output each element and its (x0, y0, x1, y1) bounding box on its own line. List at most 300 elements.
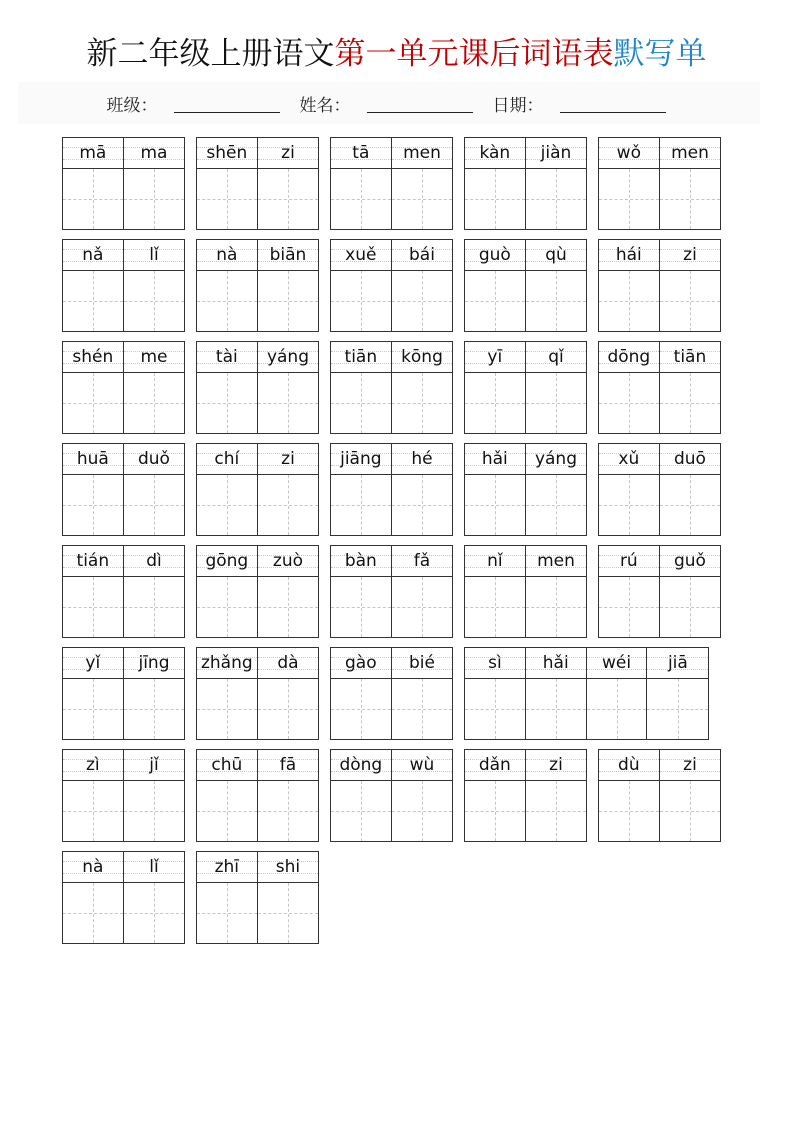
pinyin-text: nǎ (82, 245, 104, 265)
writing-box[interactable] (392, 373, 453, 433)
pinyin-text: ma (140, 143, 168, 163)
char-cell (587, 648, 648, 739)
pinyin-text: mā (79, 143, 107, 163)
char-cell (526, 240, 587, 331)
writing-box[interactable] (258, 781, 319, 841)
writing-box[interactable] (258, 679, 319, 739)
pinyin-label (63, 444, 123, 475)
pinyin-label (124, 648, 185, 679)
char-cell (526, 342, 587, 433)
char-cell (63, 342, 124, 433)
pinyin-text: bàn (344, 551, 377, 571)
char-cell (660, 444, 721, 535)
pinyin-text: qù (545, 245, 567, 265)
pinyin-text: yī (487, 347, 503, 367)
char-cell (124, 342, 185, 433)
pinyin-text: zì (86, 755, 100, 775)
char-cell (526, 750, 587, 841)
pinyin-text: hǎi (542, 653, 569, 673)
pinyin-label (526, 138, 587, 169)
word-box (598, 545, 721, 638)
word-box (196, 749, 319, 842)
word-box (62, 545, 185, 638)
writing-box[interactable] (526, 781, 587, 841)
pinyin-label (197, 342, 257, 373)
word-box (464, 647, 709, 740)
pinyin-label (258, 852, 319, 883)
char-cell (258, 750, 319, 841)
title-part-grade: 新二年级上册语文 (86, 36, 335, 72)
writing-box[interactable] (197, 169, 257, 229)
char-cell (647, 648, 708, 739)
pinyin-label (465, 444, 525, 475)
char-cell (392, 546, 453, 637)
char-cell (526, 444, 587, 535)
pinyin-label (599, 750, 659, 781)
pinyin-label (465, 240, 525, 271)
pinyin-text: shēn (206, 143, 248, 163)
writing-box[interactable] (258, 169, 319, 229)
writing-box[interactable] (392, 577, 453, 637)
writing-box[interactable] (258, 271, 319, 331)
pinyin-label (392, 546, 453, 577)
writing-box[interactable] (660, 169, 721, 229)
char-cell (197, 750, 258, 841)
pinyin-label (63, 342, 123, 373)
writing-box[interactable] (660, 475, 721, 535)
pinyin-label (392, 444, 453, 475)
char-cell (197, 648, 258, 739)
pinyin-label (526, 444, 587, 475)
writing-box[interactable] (124, 271, 185, 331)
writing-box[interactable] (526, 169, 587, 229)
pinyin-text: dà (277, 653, 299, 673)
writing-box[interactable] (124, 475, 185, 535)
writing-box[interactable] (331, 373, 391, 433)
pinyin-text: huā (76, 449, 109, 469)
pinyin-label (599, 444, 659, 475)
writing-box[interactable] (465, 577, 525, 637)
pinyin-label (465, 546, 525, 577)
char-cell (258, 444, 319, 535)
writing-box[interactable] (331, 169, 391, 229)
writing-box[interactable] (63, 169, 123, 229)
word-box (464, 545, 587, 638)
pinyin-label (197, 138, 257, 169)
char-cell (599, 342, 660, 433)
pinyin-label (660, 444, 721, 475)
writing-box[interactable] (392, 475, 453, 535)
writing-box[interactable] (197, 475, 257, 535)
writing-box[interactable] (331, 475, 391, 535)
char-cell (599, 750, 660, 841)
pinyin-label (197, 648, 257, 679)
char-cell (197, 138, 258, 229)
pinyin-text: dòng (339, 755, 383, 775)
word-box (62, 443, 185, 536)
writing-box[interactable] (63, 679, 123, 739)
pinyin-text: lǐ (149, 245, 159, 265)
pinyin-label (124, 852, 185, 883)
writing-box[interactable] (331, 781, 391, 841)
pinyin-label (660, 342, 721, 373)
char-cell (258, 240, 319, 331)
char-cell (599, 546, 660, 637)
pinyin-text: jīng (138, 653, 170, 673)
pinyin-text: jǐ (149, 755, 159, 775)
writing-box[interactable] (258, 373, 319, 433)
writing-box[interactable] (124, 781, 185, 841)
pinyin-text: tā (352, 143, 370, 163)
char-cell (465, 648, 526, 739)
word-box (330, 647, 453, 740)
word-box (196, 443, 319, 536)
pinyin-text: dì (146, 551, 162, 571)
pinyin-text: guǒ (673, 551, 706, 571)
pinyin-text: nà (216, 245, 238, 265)
char-cell (465, 342, 526, 433)
pinyin-text: men (403, 143, 441, 163)
writing-box[interactable] (526, 373, 587, 433)
char-cell (258, 546, 319, 637)
pinyin-text: biān (269, 245, 307, 265)
char-cell (331, 342, 392, 433)
writing-box[interactable] (258, 475, 319, 535)
char-cell (124, 240, 185, 331)
pinyin-text: duǒ (137, 449, 170, 469)
word-box (330, 545, 453, 638)
pinyin-label (124, 444, 185, 475)
title-part-unit: 第一单元课后词语表 (334, 36, 614, 72)
pinyin-text: zi (281, 449, 295, 469)
word-box (196, 545, 319, 638)
pinyin-text: shi (275, 857, 301, 877)
pinyin-label (124, 750, 185, 781)
writing-box[interactable] (599, 475, 659, 535)
writing-box[interactable] (599, 373, 659, 433)
char-cell (660, 750, 721, 841)
writing-box[interactable] (197, 679, 257, 739)
word-box (464, 341, 587, 434)
writing-box[interactable] (660, 271, 721, 331)
pinyin-text: dōng (607, 347, 651, 367)
char-cell (197, 240, 258, 331)
char-cell (258, 138, 319, 229)
writing-box[interactable] (465, 781, 525, 841)
char-cell (331, 648, 392, 739)
pinyin-label (660, 138, 721, 169)
pinyin-label (660, 546, 721, 577)
pinyin-label (124, 546, 185, 577)
writing-box[interactable] (258, 577, 319, 637)
char-cell (526, 648, 587, 739)
pinyin-text: nǐ (487, 551, 503, 571)
writing-box[interactable] (465, 169, 525, 229)
date-label: 日期： (492, 95, 544, 116)
pinyin-label (331, 342, 391, 373)
char-cell (124, 546, 185, 637)
pinyin-label (331, 648, 391, 679)
char-cell (258, 648, 319, 739)
pinyin-label (526, 342, 587, 373)
char-cell (124, 750, 185, 841)
pinyin-text: zi (683, 245, 697, 265)
pinyin-text: zhǎng (200, 653, 253, 673)
pinyin-text: yáng (266, 347, 309, 367)
char-cell (258, 342, 319, 433)
word-box (62, 239, 185, 332)
pinyin-text: dǎn (478, 755, 511, 775)
char-cell (197, 444, 258, 535)
pinyin-label (599, 138, 659, 169)
pinyin-text: zi (683, 755, 697, 775)
writing-box[interactable] (660, 781, 721, 841)
char-cell (63, 444, 124, 535)
pinyin-text: jiāng (340, 449, 382, 469)
word-box (598, 341, 721, 434)
char-cell (124, 138, 185, 229)
pinyin-text: me (140, 347, 168, 367)
word-box (62, 647, 185, 740)
char-cell (465, 138, 526, 229)
pinyin-label (526, 648, 586, 679)
writing-box[interactable] (526, 475, 587, 535)
writing-box[interactable] (197, 373, 257, 433)
pinyin-text: wǒ (616, 143, 641, 163)
pinyin-text: chí (214, 449, 240, 469)
char-cell (392, 648, 453, 739)
pinyin-label (465, 750, 525, 781)
pinyin-text: tiān (673, 347, 707, 367)
pinyin-label (331, 138, 391, 169)
pinyin-label (197, 750, 257, 781)
char-cell (258, 852, 319, 943)
pinyin-label (124, 138, 185, 169)
writing-box[interactable] (258, 883, 319, 943)
word-box (598, 443, 721, 536)
writing-box[interactable] (197, 883, 257, 943)
pinyin-text: qǐ (548, 347, 564, 367)
writing-box[interactable] (331, 679, 391, 739)
writing-box[interactable] (660, 373, 721, 433)
pinyin-label (660, 750, 721, 781)
pinyin-label (331, 750, 391, 781)
writing-box[interactable] (331, 271, 391, 331)
writing-box[interactable] (587, 679, 647, 739)
pinyin-text: duō (673, 449, 706, 469)
pinyin-label (63, 750, 123, 781)
writing-box[interactable] (465, 475, 525, 535)
writing-box[interactable] (197, 781, 257, 841)
writing-box[interactable] (392, 679, 453, 739)
pinyin-label (124, 342, 185, 373)
pinyin-text: chū (211, 755, 243, 775)
writing-box[interactable] (647, 679, 708, 739)
char-cell (660, 138, 721, 229)
word-box (62, 749, 185, 842)
pinyin-label (63, 240, 123, 271)
pinyin-label (392, 648, 453, 679)
pinyin-text: yáng (534, 449, 577, 469)
pinyin-label (63, 138, 123, 169)
pinyin-label (465, 648, 525, 679)
char-cell (392, 342, 453, 433)
writing-box[interactable] (124, 373, 185, 433)
word-box (62, 137, 185, 230)
writing-box[interactable] (124, 577, 185, 637)
writing-box[interactable] (124, 169, 185, 229)
pinyin-text: lǐ (149, 857, 159, 877)
pinyin-label (599, 546, 659, 577)
pinyin-text: gào (345, 653, 377, 673)
pinyin-text: tài (215, 347, 238, 367)
pinyin-label (258, 546, 319, 577)
pinyin-label (599, 240, 659, 271)
word-box (62, 851, 185, 944)
pinyin-text: kàn (479, 143, 511, 163)
pinyin-label (197, 546, 257, 577)
pinyin-label (331, 444, 391, 475)
class-label: 班级： (106, 95, 158, 116)
writing-box[interactable] (526, 679, 586, 739)
pinyin-text: tián (76, 551, 110, 571)
writing-box[interactable] (660, 577, 721, 637)
char-cell (465, 546, 526, 637)
pinyin-label (197, 240, 257, 271)
writing-box[interactable] (599, 577, 659, 637)
pinyin-text: guò (478, 245, 511, 265)
writing-box[interactable] (124, 883, 185, 943)
pinyin-text: shén (72, 347, 114, 367)
writing-box[interactable] (526, 271, 587, 331)
writing-box[interactable] (63, 883, 123, 943)
char-cell (660, 240, 721, 331)
word-box (598, 749, 721, 842)
pinyin-text: tiān (344, 347, 378, 367)
pinyin-text: jiā (667, 653, 688, 673)
char-cell (331, 138, 392, 229)
pinyin-label (392, 138, 453, 169)
title-part-dictation: 默写单 (613, 36, 707, 72)
writing-box[interactable] (465, 679, 525, 739)
writing-box[interactable] (63, 475, 123, 535)
word-box (598, 137, 721, 230)
pinyin-text: bié (408, 653, 435, 673)
char-cell (599, 240, 660, 331)
word-box (464, 749, 587, 842)
pinyin-text: zhī (214, 857, 240, 877)
char-cell (197, 852, 258, 943)
pinyin-label (258, 444, 319, 475)
pinyin-text: yǐ (85, 653, 101, 673)
pinyin-label (465, 138, 525, 169)
pinyin-label (465, 342, 525, 373)
char-cell (331, 546, 392, 637)
writing-box[interactable] (331, 577, 391, 637)
writing-box[interactable] (63, 577, 123, 637)
pinyin-text: zi (549, 755, 563, 775)
writing-box[interactable] (599, 271, 659, 331)
pinyin-text: zuò (272, 551, 304, 571)
char-cell (124, 852, 185, 943)
pinyin-label (647, 648, 708, 679)
writing-box[interactable] (63, 781, 123, 841)
writing-box[interactable] (465, 271, 525, 331)
char-cell (392, 240, 453, 331)
char-cell (63, 240, 124, 331)
pinyin-text: fā (279, 755, 297, 775)
pinyin-text: zi (281, 143, 295, 163)
pinyin-text: men (537, 551, 575, 571)
pinyin-label (660, 240, 721, 271)
writing-box[interactable] (465, 373, 525, 433)
word-box (196, 137, 319, 230)
pinyin-text: hái (615, 245, 642, 265)
writing-box[interactable] (392, 781, 453, 841)
writing-box[interactable] (197, 577, 257, 637)
writing-box[interactable] (63, 271, 123, 331)
pinyin-text: kōng (401, 347, 443, 367)
pinyin-text: wéi (602, 653, 632, 673)
char-cell (331, 240, 392, 331)
pinyin-label (599, 342, 659, 373)
word-box (196, 239, 319, 332)
char-cell (660, 546, 721, 637)
pinyin-text: nà (82, 857, 104, 877)
char-cell (63, 648, 124, 739)
pinyin-text: dù (618, 755, 640, 775)
pinyin-label (197, 444, 257, 475)
word-box (598, 239, 721, 332)
word-box (62, 341, 185, 434)
word-box (330, 443, 453, 536)
writing-box[interactable] (599, 169, 659, 229)
pinyin-label (258, 750, 319, 781)
char-cell (63, 852, 124, 943)
writing-box[interactable] (124, 679, 185, 739)
pinyin-label (197, 852, 257, 883)
writing-box[interactable] (526, 577, 587, 637)
writing-box[interactable] (63, 373, 123, 433)
char-cell (526, 546, 587, 637)
writing-box[interactable] (599, 781, 659, 841)
pinyin-label (258, 342, 319, 373)
word-box (196, 341, 319, 434)
pinyin-label (331, 546, 391, 577)
pinyin-label (258, 138, 319, 169)
char-cell (392, 444, 453, 535)
writing-box[interactable] (392, 169, 453, 229)
char-cell (331, 444, 392, 535)
pinyin-label (124, 240, 185, 271)
writing-box[interactable] (392, 271, 453, 331)
pinyin-label (63, 546, 123, 577)
pinyin-label (392, 342, 453, 373)
char-cell (392, 138, 453, 229)
char-cell (465, 444, 526, 535)
writing-box[interactable] (197, 271, 257, 331)
char-cell (660, 342, 721, 433)
word-box (330, 749, 453, 842)
pinyin-label (258, 648, 319, 679)
pinyin-text: gōng (205, 551, 249, 571)
char-cell (63, 138, 124, 229)
word-box (464, 239, 587, 332)
pinyin-label (63, 648, 123, 679)
word-box (330, 239, 453, 332)
pinyin-text: men (671, 143, 709, 163)
pinyin-label (331, 240, 391, 271)
